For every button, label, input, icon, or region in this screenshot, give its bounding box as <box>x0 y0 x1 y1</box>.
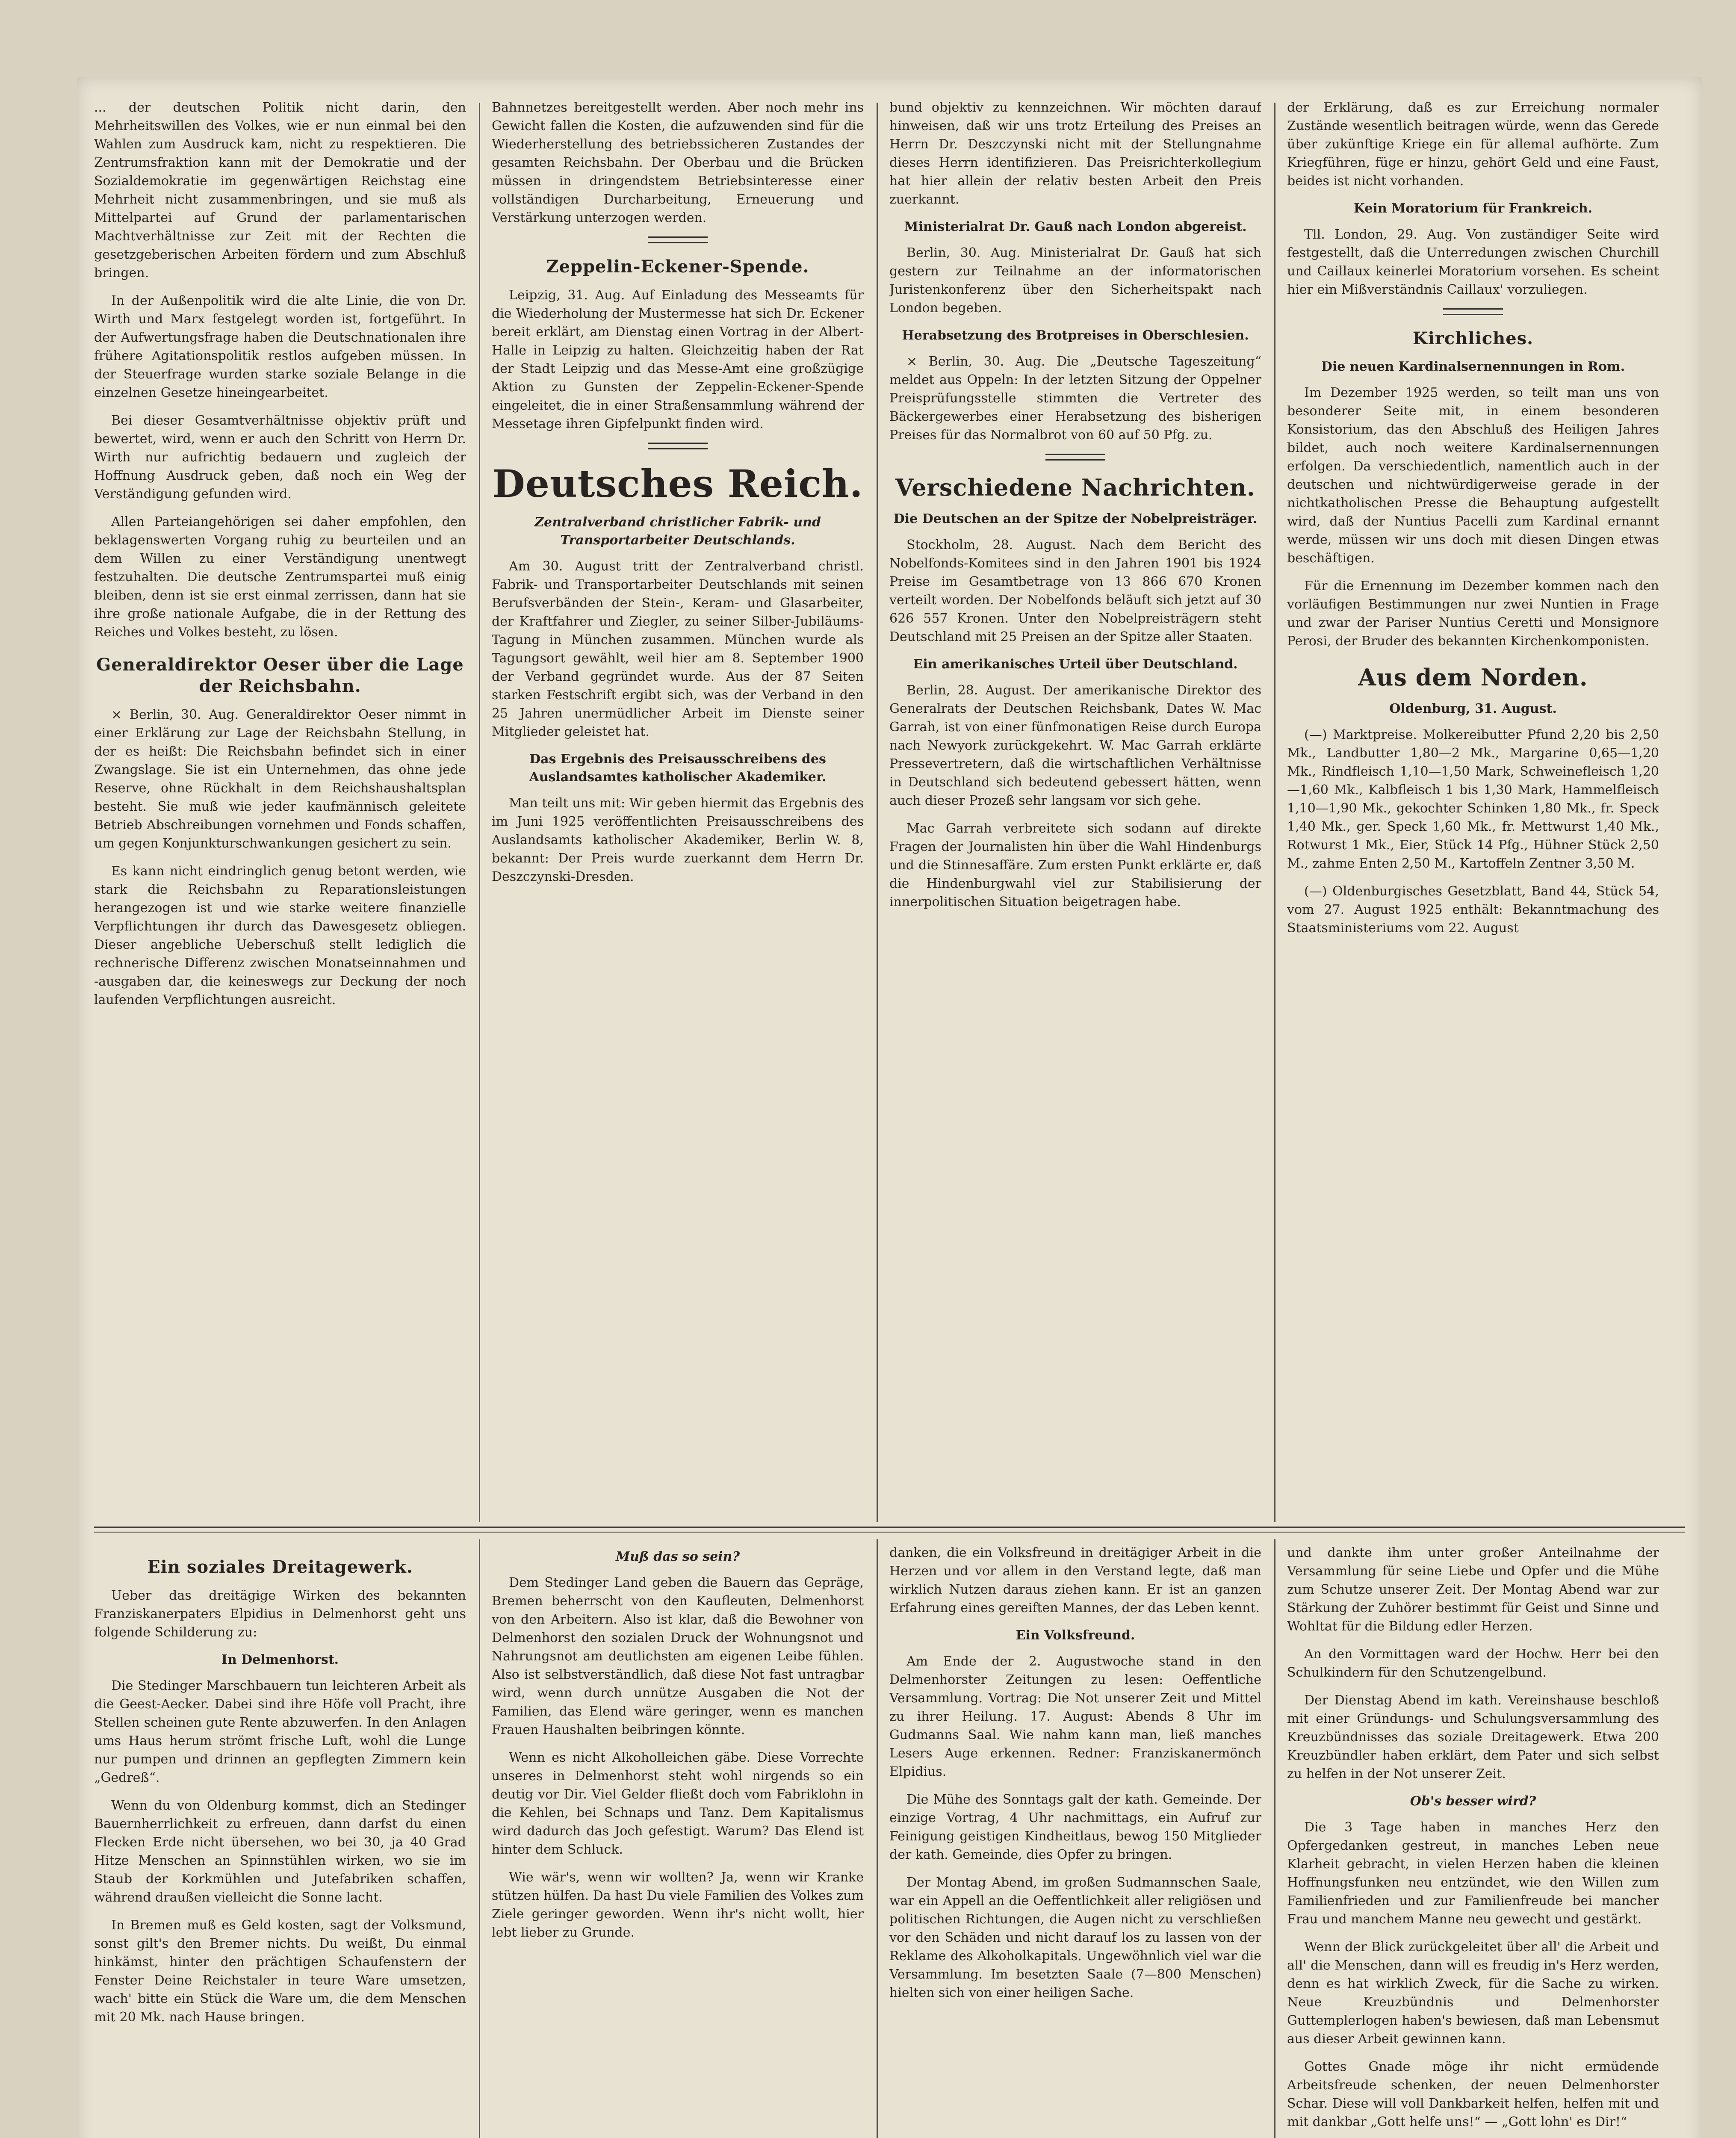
article-subheadline: Ein amerikanisches Urteil über Deutschland. <box>913 657 1238 672</box>
column-rule <box>479 103 480 1522</box>
section-headline: Aus dem Norden. <box>1358 664 1588 691</box>
article-text: und dankte ihm unter großer Anteilnahme der Versammlung für seine Liebe und Opfer und die Mühe zum Schutze unserer Zeit. Der Montag Abend war zur Stärkung der Zuhörer bestimmt für Geist und Sinne und Wohltat für die Bildung edler Herzen. <box>1287 1545 1659 1634</box>
article-subheadline: Ministerialrat Dr. Gauß nach London abgereist. <box>904 219 1247 234</box>
column-rule <box>1274 1539 1275 2138</box>
article-subheadline: Ob's besser wird? <box>1410 1794 1536 1809</box>
article-text: Am Ende der 2. Augustwoche stand in den Delmenhorster Zeitungen zu lesen: Oeffentliche Versammlung. Vortrag: Die Not unserer Zeit und Mittel zu ihrer Heilung. 17. August: Abends 8 Uhr im Gudmanns Saal. Wie nahm kann man, ließ manches Lesers Auge erkennen. Redner: Franziskanermönch Elpidius. <box>889 1654 1261 1779</box>
upper-column-3 <box>889 98 1261 1522</box>
section-headline: Deutsches Reich. <box>492 461 863 506</box>
ornament-divider <box>648 443 708 449</box>
article-text: An den Vormittagen ward der Hochw. Herr bei den Schulkindern für den Schutzengelbund. <box>1287 1647 1659 1680</box>
column-rule <box>479 1539 480 2138</box>
article-text: Allen Parteiangehörigen sei daher empfohlen, den beklagenswerten Vorgang ruhig zu beurteilen und an dem Willen zu einer Verständigung unentwegt festzuhalten. Die deutsche Zentrumspartei muß einig bleiben, denn ist sie erst einmal zerrissen, dann hat sie ihre große nationale Aufgabe, die in der Rettung des Reiches und Volkes besteht, zu lösen. <box>94 514 466 640</box>
article-text: Gottes Gnade möge ihr nicht ermüdende Arbeitsfreude schenken, der neuen Delmenhorster Schar. Diese will voll Dankbarkeit helfen, helfen mit und mit dankbar „Gott helfe uns!“ — „Gott lohn' es Dir!“ <box>1287 2059 1659 2129</box>
article-subheadline: In Delmenhorst. <box>221 1652 339 1667</box>
section-headline: Verschiedene Nachrichten. <box>895 474 1255 501</box>
article-text: ... der deutschen Politik nicht darin, den Mehrheitswillen des Volkes, wie er nun einmal bei den Wahlen zum Ausdruck kam, nicht zu respektieren. Die Zentrumsfraktion kann mit der Demokratie und der Sozialdemokratie im gegenwärtigen Reichstag eine Mehrheit nicht zusammenbringen, und sie muß als Mittelpartei auf Grund der parlamentarischen Machtverhältnisse zur Zeit mit der Rechten die gesetzgeberischen Arbeiten fördern und zum Abschluß bringen. <box>94 100 466 281</box>
article-text: In der Außenpolitik wird die alte Linie, die von Dr. Wirth und Marx festgelegt worden ist, fortgeführt. In der Aufwertungsfrage haben die Deutschnationalen ihre frühere Agitationspolitik restlos aufgeben müssen. In der Steuerfrage wurden starke soziale Belange in die einzelnen Gesetze hineingearbeitet. <box>94 293 466 400</box>
newspaper-page <box>77 77 1702 2138</box>
article-subheadline: Zentralverband christlicher Fabrik- und Transportarbeiter Deutschlands. <box>534 515 821 548</box>
ornament-divider <box>1045 454 1105 461</box>
lower-column-3 <box>889 1544 1261 2138</box>
article-text: Dem Stedinger Land geben die Bauern das Gepräge, Bremen beherrscht von den Kaufleuten, Delmenhorst von den Arbeitern. Also ist klar, daß die Bewohner von Delmenhorst den sozialen Druck der Wohnungsnot und Nahrungsnot am deutlichsten am eigenen Leibe fühlen. Also ist selbstverständlich, daß diese Not fast untragbar wird, wenn durch unnütze Ausgaben die Not der Familien, das Elend wäre geringer, wenn es manchen Frauen Haushalten beibringen könnte. <box>492 1575 864 1737</box>
article-subheadline: Muß das so sein? <box>615 1549 740 1564</box>
article-headline: Ein soziales Dreitagewerk. <box>147 1557 413 1577</box>
article-text: Bahnnetzes bereitgestellt werden. Aber noch mehr ins Gewicht fallen die Kosten, die aufzuwenden sind für die Wiederherstellung des betriebssicheren Zustandes der gesamten Reichsbahn. Der Oberbau und die Brücken müssen in dringendstem Betriebsinteresse einer vollständigen Durcharbeitung, Erneuerung und Verstärkung unterzogen werden. <box>492 100 864 225</box>
article-text: Wenn der Blick zurückgeleitet über all' die Arbeit und all' die Menschen, dann will es freudig in's Herz werden, denn es hat wirklich Zweck, für die Sache zu wirken. Neue Kreuzbündnis und Delmenhorster Guttemplerlogen haben's bewiesen, daß man Lebensmut aus dieser Arbeit gewinnen kann. <box>1287 1940 1659 2046</box>
lower-column-2 <box>492 1544 864 2138</box>
article-text: Mac Garrah verbreitete sich sodann auf direkte Fragen der Journalisten hin über die Wahl Hindenburgs und die Stinnesaffäre. Zum ersten Punkt erklärte er, daß die Hindenburgwahl viel zur Stabilisierung der innerpolitischen Situation beigetragen habe. <box>889 821 1261 910</box>
article-text: (—) Marktpreise. Molkereibutter Pfund 2,20 bis 2,50 Mk., Landbutter 1,80—2 Mk., Margarine 0,65—1,20 Mk., Rindfleisch 1,10—1,50 Mark, Schweinefleisch 1,20—1,60 Mk., Kalbfleisch 1 bis 1,30 Mark, Hammelfleisch 1,10—1,90 Mk., gekochter Schinken 1,80 Mk., fr. Speck 1,40 Mk., ger. Speck 1,60 Mk., fr. Mettwurst 1,40 Mk., Rotwurst 1 Mk., Eier, Stück 14 Pfg., Hühner Stück 2,50 M., zahme Enten 2,50 M., Kartoffeln Zentner 3,50 M. <box>1287 727 1659 871</box>
lower-column-4 <box>1287 1544 1659 2138</box>
article-text: × Berlin, 30. Aug. Generaldirektor Oeser nimmt in einer Erklärung zur Lage der Reichsbahn Stellung, in der es heißt: Die Reichsbahn befindet sich in einer Zwangslage. Sie ist ein Unternehmen, das ohne jede Reserve, ohne Rückhalt in dem Reichshaushaltsplan besteht. Sie muß wie jeder kaufmännisch geleitete Betrieb Abschreibungen vornehmen und Fonds schaffen, um gegen Konjunkturschwankungen gesichert zu sein. <box>94 707 466 851</box>
article-text: Der Montag Abend, im großen Sudmannschen Saale, war ein Appell an die Oeffentlichkeit aller religiösen und politischen Richtungen, die Augen nicht zu verschließen vor den Schäden und nicht darauf los zu lassen von der Reklame des Alkoholkapitals. Ungewöhnlich viel war die Versammlung. Im besetzten Saale (7—800 Menschen) hielten sich von einer heiligen Sache. <box>889 1875 1261 2000</box>
article-text: In Bremen muß es Geld kosten, sagt der Volksmund, sonst gilt's den Bremer nichts. Du weißt, Du einmal hinkämst, hinter den prächtigen Schaufenstern der Fenster Deine Reichstaler in teure Ware umsetzen, wach' bitte ein Stück die Ware um, die dem Menschen mit 20 Mk. nach Hause bringen. <box>94 1918 466 2025</box>
column-rule <box>877 103 878 1522</box>
article-text: Die Mühe des Sonntags galt der kath. Gemeinde. Der einzige Vortrag, 4 Uhr nachmittags, ein Aufruf zur Feinigung geistigen Kindheitlaus, bewog 150 Mitglieder der kath. Gemeinde, dies Opfer zu bringen. <box>889 1792 1261 1862</box>
section-divider <box>94 1527 1685 1528</box>
ornament-divider <box>1443 308 1503 315</box>
section-divider <box>94 1532 1685 1533</box>
article-text: Im Dezember 1925 werden, so teilt man uns von besonderer Seite mit, in einem besonderen Konsistorium, das den Abschluß des Heiligen Jahres bildet, auch noch weitere Kardinalsernennungen erfolgen. Da verschiedentlich, namentlich auch in der deutschen und nichtwürdigerweise gerade in der nichtkatholischen Presse die Behauptung aufgestellt wird, daß der Nuntius Pacelli zum Kardinal ernannt werde, müssen wir uns doch mit diesen Dingen etwas beschäftigen. <box>1287 385 1659 566</box>
article-subheadline: Oldenburg, 31. August. <box>1389 701 1557 716</box>
article-text: Für die Ernennung im Dezember kommen nach den vorläufigen Bestimmungen nur zwei Nuntien in Frage und zwar der Pariser Nuntius Ceretti und Monsignore Perosi, der Bruder des bekannten Kirchenkomponisten. <box>1287 579 1659 649</box>
article-text: (—) Oldenburgisches Gesetzblatt, Band 44, Stück 54, vom 27. August 1925 enthält: Bekanntmachung des Staatsministeriums vom 22. August <box>1287 884 1659 936</box>
article-text: Leipzig, 31. Aug. Auf Einladung des Messeamts für die Wiederholung der Mustermesse hat sich Dr. Eckener bereit erklärt, am Dienstag einen Vortrag in der Albert-Halle in Leipzig zu halten. Gleichzeitig haben der Rat der Stadt Leipzig und das Messe-Amt eine großzügige Aktion zu Gunsten der Zeppelin-Eckener-Spende eingeleitet, die in einer Straßensammlung während der Messetage ihren Gipfelpunkt finden wird. <box>492 288 864 431</box>
article-text: Die 3 Tage haben in manches Herz den Opfergedanken gestreut, in manches Leben neue Klarheit gebracht, in vielen Herzen haben die kleinen Hoffnungsfunken neu entzündet, wie den Willen zum Familienfrieden und zur Familienfreude bei mancher Frau und manchem Manne neu gewecht und gestärkt. <box>1287 1820 1659 1927</box>
section-headline: Kirchliches. <box>1412 328 1534 348</box>
article-text: × Berlin, 30. Aug. Die „Deutsche Tageszeitung“ meldet aus Oppeln: In der letzten Sitzung der Oppelner Preisprüfungsstelle stimmten die Vertreter des Bäckergewerbes einer Herabsetzung des bisherigen Preises für das Normalbrot von 60 auf 50 Pfg. zu. <box>889 354 1261 443</box>
article-text: Wenn es nicht Alkoholleichen gäbe. Diese Vorrechte unseres in Delmenhorst steht wohl nirgends so ein deutig vor Dir. Viel Gelder fließt doch vom Fabriklohn in die Kehlen, bei Schnaps und Tanz. Dem Kapitalismus wird dadurch das Joch gefestigt. Warum? Das Elend ist hinter dem Schluck. <box>492 1750 864 1857</box>
article-subheadline: Kein Moratorium für Frankreich. <box>1353 201 1593 216</box>
ornament-divider <box>648 236 708 243</box>
article-text: danken, die ein Volksfreund in dreitägiger Arbeit in die Herzen und vor allem in den Verstand legte, daß man wirklich Nutzen daraus ziehen kann. Er ist an ganzen Erfahrung eines gereiften Mannes, der das Leben kennt. <box>889 1545 1261 1615</box>
column-rule <box>877 1539 878 2138</box>
article-subheadline: Herabsetzung des Brotpreises in Oberschlesien. <box>902 328 1249 343</box>
article-text: der Erklärung, daß es zur Erreichung normaler Zustände wesentlich beitragen würde, wenn das Gerede über zukünftige Kriege ein für allemal aufhörte. Zum Kriegführen, füge er hinzu, gehört Geld und eine Faust, beides ist nicht vorhanden. <box>1287 100 1659 189</box>
article-subheadline: Die neuen Kardinalsernennungen in Rom. <box>1321 359 1625 374</box>
article-text: Ueber das dreitägige Wirken des bekannten Franziskanerpaters Elpidius in Delmenhorst geht uns folgende Schilderung zu: <box>94 1588 466 1640</box>
article-subheadline: Ein Volksfreund. <box>1016 1628 1135 1643</box>
article-text: Bei dieser Gesamtverhältnisse objektiv prüft und bewertet, wird, wenn er auch den Schritt von Herrn Dr. Wirth nur aufrichtig bedauern und zugleich der Hoffnung Ausdruck geben, daß noch ein Weg der Verständigung gefunden wird. <box>94 413 466 502</box>
article-subheadline: Das Ergebnis des Preisausschreibens des Auslandsamtes katholischer Akademiker. <box>529 752 827 785</box>
article-text: Der Dienstag Abend im kath. Vereinshause beschloß mit einer Gründungs- und Schulungsversammlung des Kreuzbündnisses das soziale Dreitagewerk. Etwa 200 Kreuzbündler haben erklärt, dem Pater und sich selbst zu helfen in der Not unserer Zeit. <box>1287 1693 1659 1781</box>
upper-column-2 <box>492 98 864 1522</box>
article-text: Tll. London, 29. Aug. Von zuständiger Seite wird festgestellt, daß die Unterredungen zwischen Churchill und Caillaux keinerlei Moratorium vorsehen. Es scheint hier ein Mißverständnis Caillaux' vorzuliegen. <box>1287 227 1659 297</box>
article-text: Am 30. August tritt der Zentralverband christl. Fabrik- und Transportarbeiter Deutschlands mit seinen Berufsverbänden der Stein-, Keram- und Glasarbeiter, der Kraftfahrer und Ziegler, zu seiner Silber-Jubiläums-Tagung in München zusammen. München wurde als Tagungsort gewählt, weil hier am 8. September 1900 der Verband gegründet wurde. Aus der 87 Seiten starken Festschrift ergibt sich, was der Verband in den 25 Jahren unermüdlicher Arbeit im Dienste seiner Mitglieder geleistet hat. <box>492 559 864 739</box>
article-text: Wenn du von Oldenburg kommst, dich an Stedinger Bauernherrlichkeit zu erfreuen, dann darfst du einen Flecken Erde nicht übersehen, wo bei 30, ja 40 Grad Hitze Menschen an Spinnstühlen wirken, wo sie im Staub der Korkmühlen und Jutefabriken schaffen, während draußen vielleicht die Sonne lacht. <box>94 1798 466 1905</box>
article-text: Die Stedinger Marschbauern tun leichteren Arbeit als die Geest-Aecker. Dabei sind ihre Höfe voll Pracht, ihre Stellen scheinen gute Rente abzuwerfen. In den Anlagen ums Haus herum strömt frische Luft, wohl die Lunge nur pumpen und drinnen an gepflegten Zimmern kein „Gedreß“. <box>94 1678 466 1785</box>
lower-column-1 <box>94 1544 466 2138</box>
article-text: Berlin, 30. Aug. Ministerialrat Dr. Gauß hat sich gestern zur Teilnahme an der informatorischen Juristenkonferenz über den Sicherheitspakt nach London begeben. <box>889 245 1261 316</box>
upper-column-4 <box>1287 98 1659 1522</box>
article-headline: Zeppelin-Eckener-Spende. <box>546 257 809 277</box>
article-text: Berlin, 28. August. Der amerikanische Direktor des Generalrats der Deutschen Reichsbank, Dates W. Mac Garrah, ist von einer fünfmonatigen Reise durch Europa nach Newyork zurückgekehrt. W. Mac Garrah erklärte Pressevertretern, daß die wirtschaftlichen Verhältnisse in Deutschland sich bedeutend gebessert hätten, wenn auch dieser Prozeß sehr langsam vor sich gehe. <box>889 683 1261 808</box>
article-text: Wie wär's, wenn wir wollten? Ja, wenn wir Kranke stützen hülfen. Da hast Du viele Familien des Volkes zum Ziele geringer geworden. Wenn ihr's nicht wollt, hier lebt lieber zu Grunde. <box>492 1870 864 1940</box>
article-text: Stockholm, 28. August. Nach dem Bericht des Nobelfonds-Komitees sind in den Jahren 1901 bis 1924 Preise im Gesamtbetrage von 13 866 670 Kronen verteilt worden. Der Nobelfonds beläuft sich jetzt auf 30 626 557 Kronen. Unter den Nobelpreisträgern steht Deutschland mit 25 Preisen an der Spitze aller Staaten. <box>889 537 1261 644</box>
upper-column-1 <box>94 98 466 1522</box>
article-text: Es kann nicht eindringlich genug betont werden, wie stark die Reichsbahn zu Reparationsleistungen herangezogen ist und wie starke weitere finanzielle Verpflichtungen ihr durch das Dawesgesetz obliegen. Dieser angebliche Ueberschuß stellt lediglich die rechnerische Differenz zwischen Monatseinnahmen und -ausgaben dar, die keineswegs zur Deckung der noch laufenden Verpflichtungen ausreicht. <box>94 864 466 1007</box>
article-headline: Generaldirektor Oeser über die Lage der Reichsbahn. <box>96 655 464 696</box>
article-text: Man teilt uns mit: Wir geben hiermit das Ergebnis des im Juni 1925 veröffentlichten Preisausschreibens des Auslandsamts katholischer Akademiker, Berlin W. 8, bekannt: Der Preis wurde zuerkannt dem Herrn Dr. Deszczynski-Dresden. <box>492 796 864 884</box>
column-rule <box>1274 103 1275 1522</box>
article-subheadline: Die Deutschen an der Spitze der Nobelpreisträger. <box>893 511 1258 526</box>
article-text: bund objektiv zu kennzeichnen. Wir möchten darauf hinweisen, daß wir uns trotz Erteilung des Preises an Herrn Dr. Deszczynski nicht mit der Stellungnahme dieses Herrn identifizieren. Das Preisrichterkollegium hat hier allein der relativ besten Arbeit den Preis zuerkannt. <box>889 100 1261 207</box>
